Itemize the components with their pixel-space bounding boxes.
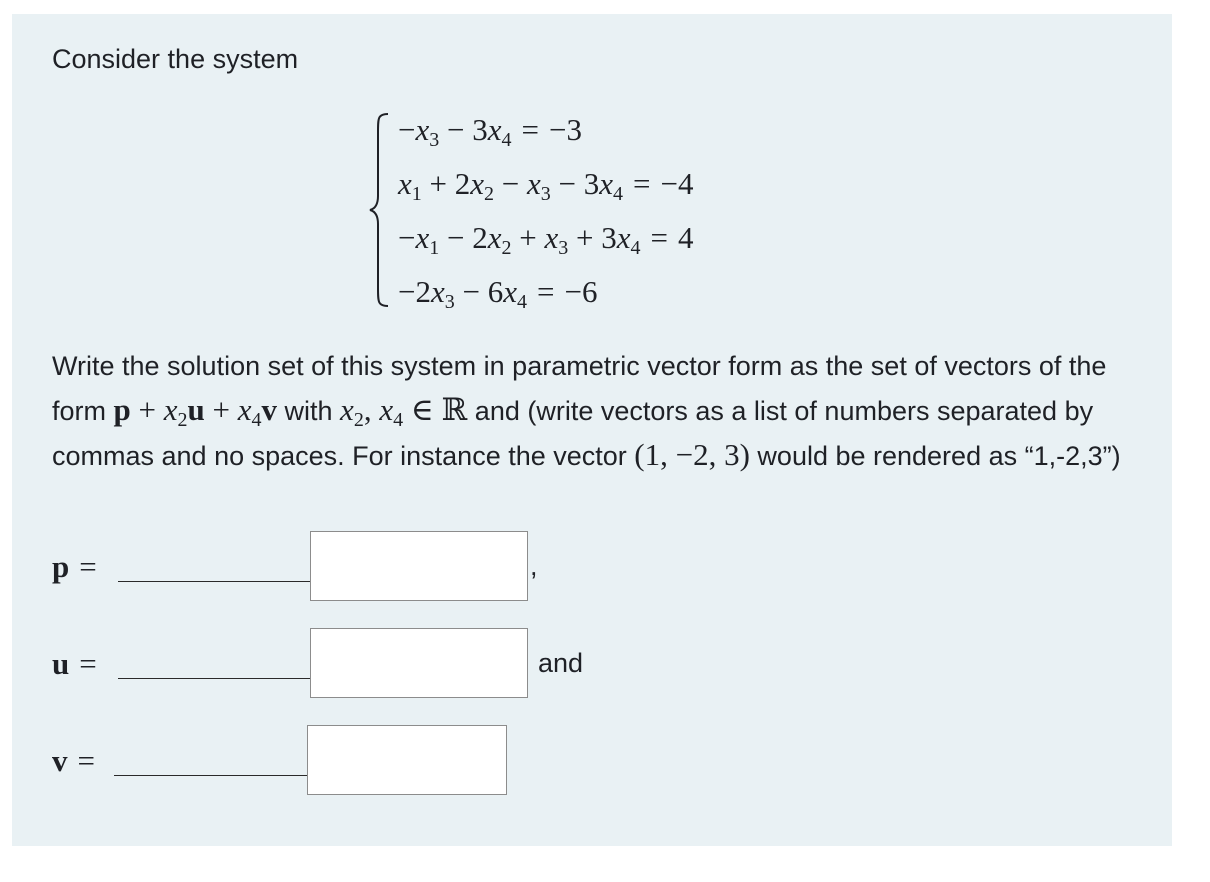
eq2-equals: = <box>633 166 651 201</box>
eq1-var-1: x <box>487 112 502 147</box>
instructions-part4: would be rendered as “1,-2,3”) <box>749 441 1121 471</box>
eq3-var-0: x <box>415 220 430 255</box>
with-in-reals: ∈ ℝ <box>403 392 468 427</box>
v-equals: = <box>77 743 95 778</box>
eq3-var-2: x <box>544 220 559 255</box>
eq4-sub-0: 3 <box>444 291 455 313</box>
left-brace-icon <box>368 112 390 308</box>
eq3-equals: = <box>650 220 668 255</box>
eq1-coef-1: − 3 <box>439 112 488 147</box>
eq2-rhs: −4 <box>660 166 694 201</box>
eq3-sub-1: 2 <box>501 237 512 259</box>
eq2-var-1: x <box>470 166 485 201</box>
form-plus-2: + <box>204 392 238 427</box>
intro-text: Consider the system <box>52 44 299 74</box>
instructions-part3: and (write vectors as a list of numbers separated by commas and no spaces. For instance the vector <box>52 396 1094 471</box>
eq4-var-1: x <box>503 274 517 309</box>
with-comma: , <box>363 392 380 427</box>
eq3-coef-3: + 3 <box>568 220 617 255</box>
u-input[interactable] <box>310 628 528 698</box>
example-vector: (1, −2, 3) <box>634 437 750 472</box>
p-label <box>52 549 97 585</box>
u-equals: = <box>79 646 97 681</box>
v-symbol: v <box>52 743 68 778</box>
eq4-coef-1: − 6 <box>454 274 504 309</box>
eq2-coef-1: + 2 <box>421 166 471 201</box>
eq3-sub-0: 1 <box>429 237 440 259</box>
form-plus-1: + <box>130 392 164 427</box>
eq1-sub-1: 4 <box>501 129 512 151</box>
instructions-part2: with <box>277 396 341 426</box>
instructions-text <box>52 344 1122 478</box>
eq3-coef-2: + <box>511 220 545 255</box>
form-x2: x <box>163 392 178 427</box>
parametric-form <box>113 392 278 431</box>
eq4-equals: = <box>537 274 555 309</box>
eq2-var-2: x <box>527 166 541 201</box>
parameter-domain <box>340 392 468 431</box>
form-x4-sub: 4 <box>251 409 262 431</box>
eq2-var-3: x <box>599 166 614 201</box>
with-x4: x <box>379 392 394 427</box>
with-x2: x <box>340 392 354 427</box>
eq3-var-1: x <box>487 220 502 255</box>
form-x2-sub: 2 <box>177 409 188 431</box>
equation-4 <box>398 274 598 313</box>
v-label <box>52 743 95 779</box>
eq1-var-0: x <box>415 112 430 147</box>
eq2-sub-3: 4 <box>613 183 624 205</box>
eq2-var-0: x <box>398 166 412 201</box>
eq3-rhs: 4 <box>677 220 694 255</box>
equation-2 <box>398 166 694 205</box>
eq1-rhs: −3 <box>548 112 582 147</box>
v-input[interactable] <box>307 725 507 795</box>
p-input[interactable] <box>310 531 528 601</box>
u-blank-line <box>118 678 310 679</box>
eq4-rhs: −6 <box>564 274 598 309</box>
form-u: u <box>187 392 205 427</box>
with-x2-sub: 2 <box>353 409 364 431</box>
form-x4: x <box>237 392 252 427</box>
v-blank-line <box>114 775 307 776</box>
eq2-sub-2: 3 <box>540 183 551 205</box>
eq4-var-0: x <box>430 274 445 309</box>
p-blank-line <box>118 581 310 582</box>
u-symbol: u <box>52 646 70 681</box>
u-label <box>52 646 97 682</box>
eq3-sub-3: 4 <box>630 237 641 259</box>
eq3-coef-0: − <box>398 220 416 255</box>
eq3-var-3: x <box>616 220 631 255</box>
with-x4-sub: 4 <box>393 409 404 431</box>
form-p: p <box>113 392 131 427</box>
equation-3 <box>398 220 694 259</box>
eq4-coef-0: −2 <box>398 274 431 309</box>
eq2-sub-1: 2 <box>484 183 495 205</box>
eq2-sub-0: 1 <box>411 183 422 205</box>
eq2-coef-3: − 3 <box>550 166 600 201</box>
u-and-text: and <box>538 648 584 678</box>
instructions-part1: Write the solution set of this system in parametric vector form as the set of vectors of the form <box>52 351 1107 426</box>
eq1-coef-0: − <box>398 112 416 147</box>
p-equals: = <box>79 549 97 584</box>
form-v: v <box>261 392 278 427</box>
equation-1 <box>398 112 582 151</box>
eq1-sub-0: 3 <box>429 129 440 151</box>
eq2-coef-2: − <box>494 166 527 201</box>
p-symbol: p <box>52 549 70 584</box>
eq1-equals: = <box>521 112 539 147</box>
eq3-sub-2: 3 <box>558 237 569 259</box>
eq4-sub-1: 4 <box>517 291 527 313</box>
eq3-coef-1: − 2 <box>439 220 488 255</box>
p-comma: , <box>530 551 538 581</box>
